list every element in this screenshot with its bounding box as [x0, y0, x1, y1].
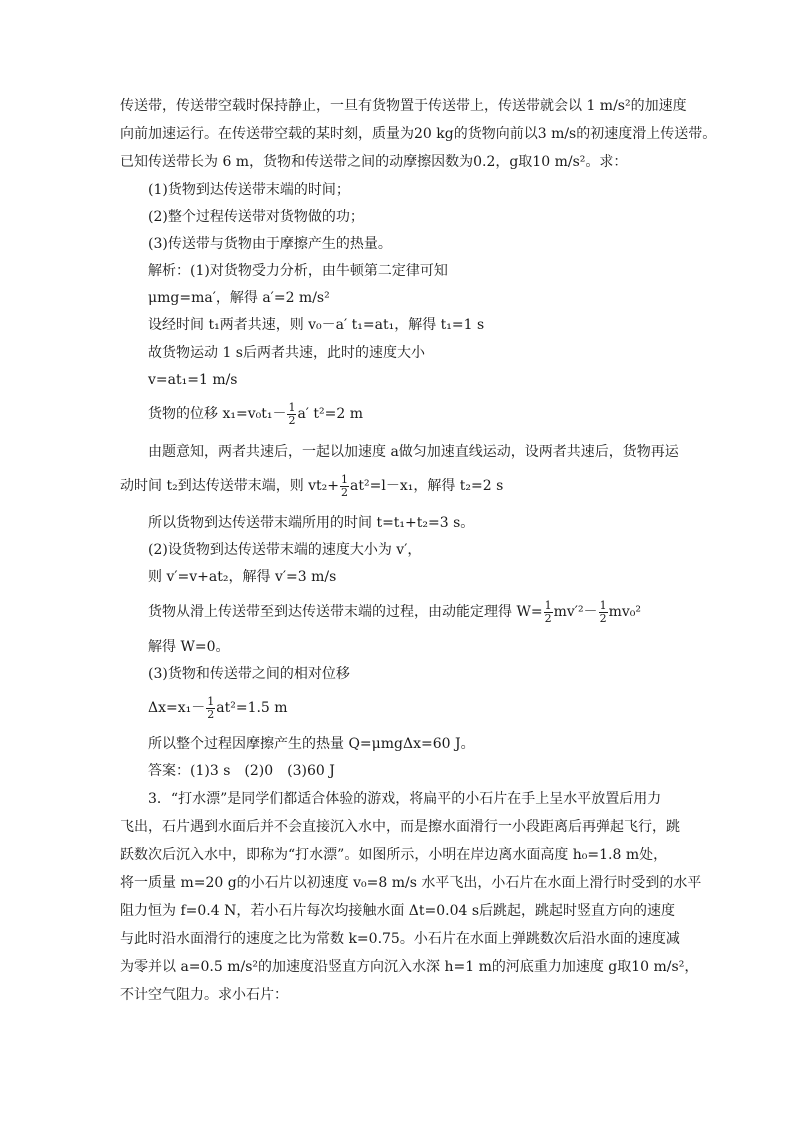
fraction-numerator: 1: [341, 472, 349, 486]
solution-heat: 所以整个过程因摩擦产生的热量 Q=μmgΔx=60 J。: [148, 736, 475, 752]
fraction-denominator: 2: [207, 707, 215, 721]
answer-line: 答案：(1)3 s (2)0 (3)60 J: [148, 763, 335, 779]
fraction-denominator: 2: [341, 485, 349, 499]
relative-displacement-suffix: at²=1.5 m: [216, 700, 288, 716]
question-3: (3)传送带与货物由于摩擦产生的热量。: [148, 236, 392, 252]
fraction-denominator: 2: [544, 611, 552, 625]
problem3-line-2: 飞出，石片遇到水面后并不会直接沉入水中，而是擦水面滑行一小段距离后再弹起飞行，跳: [120, 819, 680, 835]
problem3-line-5: 阻力恒为 f=0.4 N，若小石片每次均接触水面 Δt=0.04 s后跳起，跳起时竖直方向的速度: [120, 903, 676, 919]
fraction-half: [544, 600, 553, 625]
solution-total-time: 所以货物到达传送带末端所用的时间 t=t₁+t₂=3 s。: [148, 515, 475, 531]
fraction-numerator: 1: [599, 598, 607, 612]
work-energy-mid: mv′²－: [553, 604, 598, 620]
question-2: (2)整个过程传送带对货物做的功；: [148, 209, 364, 225]
problem-intro-line-3: 已知传送带长为 6 m，货物和传送带之间的动摩擦因数为0.2，g取10 m/s²。求：: [120, 154, 628, 170]
fraction-half: [287, 402, 296, 427]
solution-work-energy: [148, 598, 641, 626]
displacement-prefix: 货物的位移 x₁=v₀t₁－: [148, 406, 287, 422]
time-t2-prefix: 动时间 t₂到达传送带末端，则 vt₂+: [120, 478, 340, 494]
problem3-line-8: 不计空气阻力。求小石片：: [120, 987, 288, 1003]
solution-work-result: 解得 W=0。: [148, 639, 230, 655]
solution-heading: 解析：(1)对货物受力分析，由牛顿第二定律可知: [148, 263, 448, 279]
problem3-line-1: 3．“打水漂”是同学们都适合体验的游戏，将扁平的小石片在手上呈水平放置后用力: [148, 791, 662, 807]
solution-common-speed-time: 设经时间 t₁两者共速，则 v₀－a′ t₁=at₁，解得 t₁=1 s: [148, 317, 485, 333]
fraction-denominator: 2: [599, 611, 607, 625]
displacement-suffix: a′ t²=2 m: [297, 406, 364, 422]
fraction-half: [206, 696, 215, 721]
solution-common-motion: 由题意知，两者共速后，一起以加速度 a做匀加速直线运动，设两者共速后，货物再运: [148, 444, 679, 460]
solution-part3-heading: (3)货物和传送带之间的相对位移: [148, 666, 350, 682]
solution-time-t2: [120, 472, 503, 500]
solution-part2-heading: (2)设货物到达传送带末端的速度大小为 v′，: [148, 542, 422, 558]
solution-equation-newton: μmg=ma′，解得 a′=2 m/s²: [148, 290, 330, 306]
work-energy-prefix: 货物从滑上传送带至到达传送带末端的过程，由动能定理得 W=: [148, 604, 543, 620]
work-energy-suffix: mv₀²: [608, 604, 641, 620]
solution-relative-displacement: [148, 694, 288, 722]
problem3-line-4: 将一质量 m=20 g的小石片以初速度 v₀=8 m/s 水平飞出，小石片在水面上滑行时受到的水平: [120, 875, 702, 891]
solution-common-speed-text: 故货物运动 1 s后两者共速，此时的速度大小: [148, 345, 425, 361]
problem-intro-line-1: 传送带，传送带空载时保持静止，一旦有货物置于传送带上，传送带就会以 1 m/s²的加速度: [120, 98, 687, 114]
problem3-line-7: 为零并以 a=0.5 m/s²的加速度沿竖直方向沉入水深 h=1 m的河底重力加速度 g取10 m/s²，: [120, 959, 699, 975]
problem3-line-3: 跃数次后沉入水中，即称为“打水漂”。如图所示，小明在岸边离水面高度 h₀=1.8 m处，: [120, 847, 668, 863]
solution-velocity: v=at₁=1 m/s: [148, 372, 238, 388]
fraction-numerator: 1: [544, 598, 552, 612]
solution-displacement: [148, 400, 363, 428]
fraction-numerator: 1: [288, 400, 296, 414]
fraction-half: [599, 600, 608, 625]
problem-intro-line-2: 向前加速运行。在传送带空载的某时刻，质量为20 kg的货物向前以3 m/s的初速度滑上传送带。: [120, 126, 717, 142]
relative-displacement-prefix: Δx=x₁－: [148, 700, 206, 716]
solution-final-velocity: 则 v′=v+at₂，解得 v′=3 m/s: [148, 569, 337, 585]
question-1: (1)货物到达传送带末端的时间；: [148, 182, 350, 198]
fraction-half: [340, 474, 349, 499]
problem3-line-6: 与此时沿水面滑行的速度之比为常数 k=0.75。小石片在水面上弹跳数次后沿水面的速度减: [120, 931, 680, 947]
fraction-denominator: 2: [288, 413, 296, 427]
fraction-numerator: 1: [207, 694, 215, 708]
time-t2-suffix: at²=l－x₁，解得 t₂=2 s: [350, 478, 504, 494]
